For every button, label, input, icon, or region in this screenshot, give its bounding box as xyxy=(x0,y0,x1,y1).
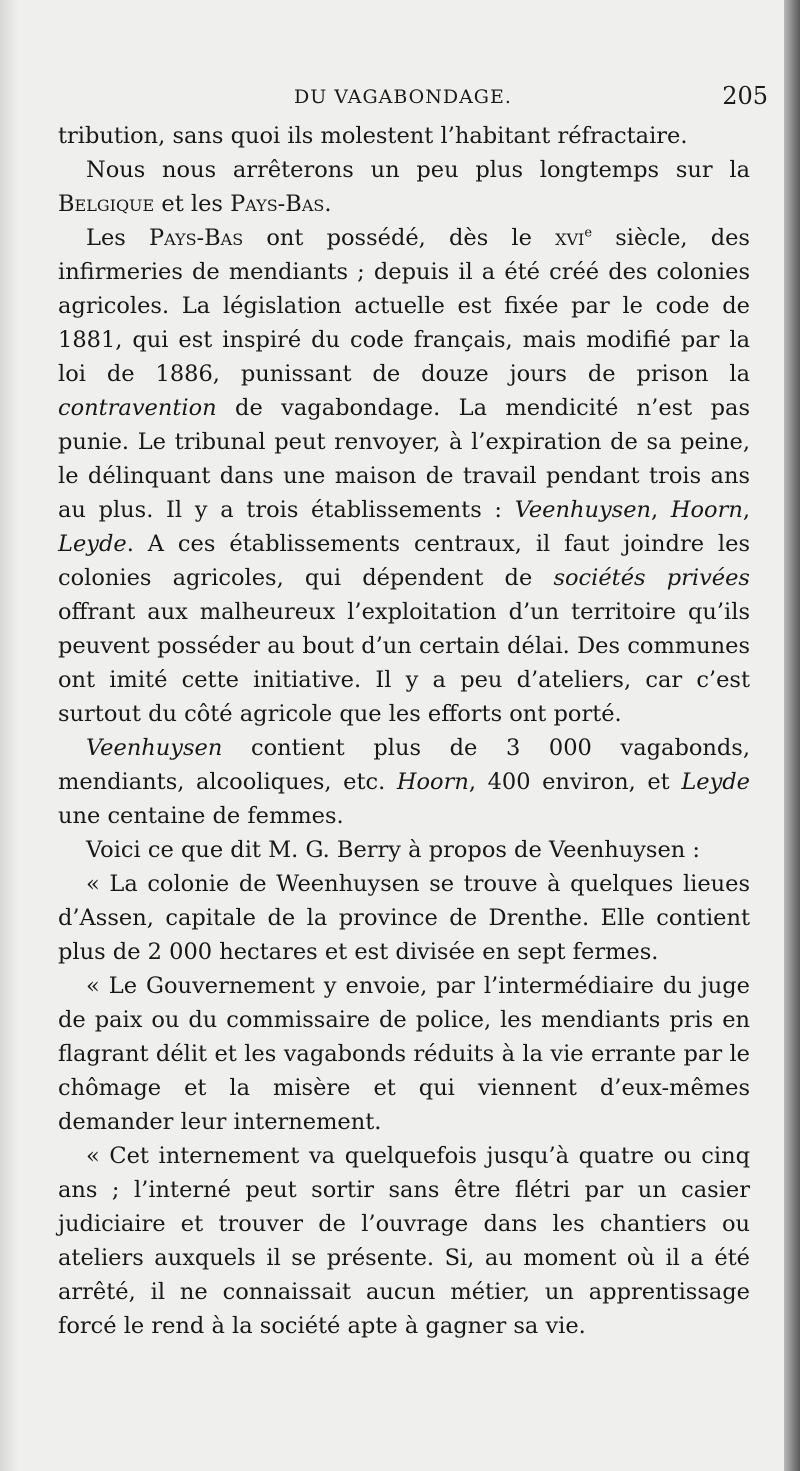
text-run: Nous nous arrêterons un peu plus longtemps sur la xyxy=(86,157,750,183)
text-run: et les xyxy=(154,191,231,217)
century-numeral: xvi xyxy=(555,225,585,251)
text-run: . A ces établissements centraux, il faut joindre les colonies agricoles, qui dépendent de xyxy=(58,531,750,591)
century-superscript: e xyxy=(584,225,593,241)
running-header xyxy=(60,82,768,114)
paragraph-4 xyxy=(58,731,750,833)
country-pays-bas: Pays-Bas xyxy=(148,225,244,251)
text-run: une centaine de femmes. xyxy=(58,803,344,829)
term-societes-privees: sociétés privées xyxy=(553,565,750,591)
text-run: siècle, des infirmeries de mendiants ; depuis il a été créé des colonies agricoles. La législation actuelle est fixée par le code de 1881, qui est inspiré du code français, mais modifié par la loi de 1886, punissant de douze jours de prison la xyxy=(58,225,750,387)
paragraph-2 xyxy=(58,153,750,221)
paragraph-1: tribution, sans quoi ils molestent l’habitant réfractaire. xyxy=(58,123,688,149)
running-title: DU VAGABONDAGE. xyxy=(294,86,512,108)
text-run: , xyxy=(742,497,750,523)
paragraph-7-quote: « Le Gouvernement y envoie, par l’intermédiaire du juge de paix ou du commissaire de police, les mendiants pris en flagrant délit et les vagabonds réduits à la vie errante par le chômage et la misère et qui viennent d’eux-mêmes demander leur internement. xyxy=(58,973,750,1135)
paragraph-5: Voici ce que dit M. G. Berry à propos de Veenhuysen : xyxy=(86,837,701,863)
place-leyde: Leyde xyxy=(58,531,127,557)
place-leyde: Leyde xyxy=(681,769,750,795)
country-pays-bas: Pays-Bas xyxy=(230,191,325,217)
country-belgique: Belgique xyxy=(58,191,155,217)
place-veenhuysen: Veenhuysen xyxy=(86,735,223,761)
paragraph-6-quote: « La colonie de Weenhuysen se trouve à quelques lieues d’Assen, capitale de la province de Drenthe. Elle contient plus de 2 000 hectares et est divisée en sept fermes. xyxy=(58,871,750,965)
text-run: contient plus de 3 000 vagabonds, mendiants, alcooliques, etc. xyxy=(58,735,750,795)
page-shadow-left xyxy=(0,0,18,1471)
term-contravention: contravention xyxy=(58,395,217,421)
paragraph-8-quote: « Cet internement va quelquefois jusqu’à quatre ou cinq ans ; l’interné peut sortir sans être flétri par un casier judiciaire et trouver de l’ouvrage dans les chantiers ou ateliers auxquels il se présente. Si, au moment où il a été arrêté, il ne connaissait aucun métier, un apprentissage forcé le rend à la société apte à gagner sa vie. xyxy=(58,1143,750,1339)
text-run: , xyxy=(651,497,671,523)
text-run: , 400 environ, et xyxy=(468,769,682,795)
place-veenhuysen: Veenhuysen xyxy=(514,497,652,523)
paragraph-3: Les Pays-Bas ont possédé, dès le xvi$^e$ siècle, des infirmeries de mendiants ; depuis il a été créé des colonies agricoles. La législation actuelle est fixée par le code de 1881, qui est inspiré du code français, mais modifié par la loi de 1886, punissant de douze jours de prison la contravention de vagabondage. La mendicité n’est pas punie. Le tribunal peut renvoyer, à l’expiration de sa peine, le délinquant dans une maison de travail pendant trois ans au plus. Il y a trois établissements : Veenhuysen, Hoorn, Leyde. A ces établissements centraux, il faut joindre les colonies agricoles, qui dépendent de sociétés privées offrant aux malheureux l’exploitation d’un territoire qu’ils peuvent posséder au bout d’un certain délai. Des communes ont imité cette initiative. Il y a peu d’ateliers, car c’est surtout du côté agricole que les efforts ont porté. xyxy=(58,225,750,727)
place-hoorn: Hoorn xyxy=(396,769,469,795)
text-run: offrant aux malheureux l’exploitation d’un territoire qu’ils peuvent posséder au bout d’un certain délai. Des communes ont imité cette initiative. Il y a peu d’ateliers, car c’est surtout du côté agricole que les efforts ont porté. xyxy=(58,599,750,727)
body-text xyxy=(58,119,750,1343)
text-run: ont possédé, dès le xyxy=(243,225,556,251)
text-run: de vagabondage. La mendicité n’est pas punie. Le tribunal peut renvoyer, à l’expiration de sa peine, le délinquant dans une maison de travail pendant trois ans au plus. Il y a trois établissements : xyxy=(58,395,750,523)
place-hoorn: Hoorn xyxy=(670,497,743,523)
page-number: 205 xyxy=(722,82,768,110)
binding-gutter xyxy=(784,0,800,1471)
text-run: . xyxy=(324,191,332,217)
